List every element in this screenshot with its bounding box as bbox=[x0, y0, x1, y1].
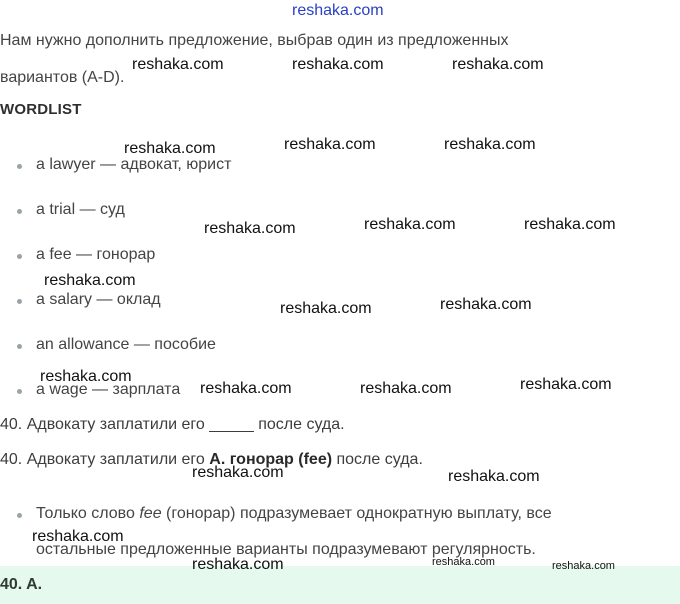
watermark: reshaka.com bbox=[192, 556, 284, 573]
question-text: 40. Адвокату заплатили его _____ после суда. bbox=[0, 416, 345, 433]
explanation-part1: Только слово bbox=[36, 505, 140, 522]
watermark: reshaka.com bbox=[440, 296, 532, 313]
watermark: reshaka.com bbox=[280, 300, 372, 317]
watermark: reshaka.com bbox=[132, 56, 224, 73]
watermark: reshaka.com bbox=[552, 560, 615, 572]
intro-line-2: вариантов (A-D). bbox=[0, 69, 125, 86]
watermark: reshaka.com bbox=[32, 528, 124, 545]
bullet-icon bbox=[17, 389, 22, 394]
watermark: reshaka.com bbox=[192, 464, 284, 481]
watermark: reshaka.com bbox=[520, 376, 612, 393]
watermark: reshaka.com bbox=[524, 216, 616, 233]
watermark: reshaka.com bbox=[204, 220, 296, 237]
list-item-text: a wage — зарплата bbox=[36, 381, 181, 398]
watermark: reshaka.com bbox=[200, 380, 292, 397]
explanation-line-2: остальные предложенные варианты подразумевают регулярность. bbox=[36, 541, 536, 558]
answer-sentence-after: после суда. bbox=[332, 451, 423, 468]
answer-sentence-bold: A. гонорар (fee) bbox=[209, 451, 333, 468]
bullet-icon bbox=[17, 344, 22, 349]
watermark: reshaka.com bbox=[40, 368, 132, 385]
watermark: reshaka.com bbox=[364, 216, 456, 233]
watermark: reshaka.com bbox=[360, 380, 452, 397]
watermark: reshaka.com bbox=[44, 272, 136, 289]
explanation-line-1 bbox=[36, 505, 552, 523]
watermark: reshaka.com bbox=[284, 136, 376, 153]
list-item-text: a fee — гонорар bbox=[36, 246, 156, 263]
bullet-icon bbox=[17, 164, 22, 169]
header-watermark: reshaka.com bbox=[292, 2, 384, 19]
bullet-icon bbox=[17, 299, 22, 304]
explanation-part2: (гонорар) подразумевает однократную выплату, все bbox=[161, 505, 552, 522]
wordlist-heading: WORDLIST bbox=[0, 101, 82, 118]
list-item-text: a trial — суд bbox=[36, 201, 125, 218]
answer-text: 40. A. bbox=[0, 576, 43, 593]
list-item-text: an allowance — пособие bbox=[36, 336, 216, 353]
watermark: reshaka.com bbox=[124, 140, 216, 157]
list-item-text: a salary — оклад bbox=[36, 291, 161, 308]
watermark: reshaka.com bbox=[444, 136, 536, 153]
bullet-icon bbox=[17, 209, 22, 214]
answer-sentence-before: 40. Адвокату заплатили его bbox=[0, 451, 210, 468]
list-item-text: a lawyer — адвокат, юрист bbox=[36, 156, 232, 173]
watermark: reshaka.com bbox=[292, 56, 384, 73]
intro-line-1: Нам нужно дополнить предложение, выбрав один из предложенных bbox=[0, 32, 509, 49]
watermark: reshaka.com bbox=[448, 468, 540, 485]
watermark: reshaka.com bbox=[432, 556, 495, 568]
bullet-icon bbox=[17, 254, 22, 259]
watermark: reshaka.com bbox=[452, 56, 544, 73]
explanation-italic: fee bbox=[139, 505, 162, 522]
bullet-icon bbox=[17, 513, 22, 518]
